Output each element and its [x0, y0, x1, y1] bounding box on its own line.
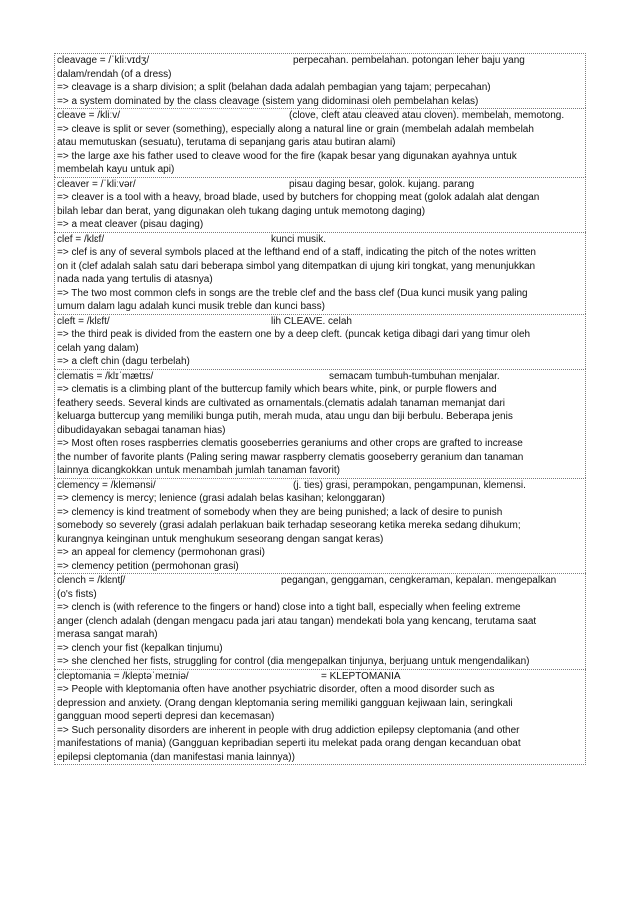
dictionary-entry [54, 232, 586, 314]
definition-line: => clematis is a climbing plant of the buttercup family which bears white, pink, or purple flowers and [57, 384, 497, 395]
definition-line: atau memutuskan (sesuatu), terutama di sepanjang garis atau butiran alami) [57, 137, 396, 148]
definition-line: depression and anxiety. (Orang dengan kleptomania sering memiliki gangguan kejiwaan lain, seringkali [57, 697, 513, 709]
entry-heading-row [57, 54, 583, 68]
headword: cleptomania = /kleptəˈmeɪniə/ [57, 670, 189, 682]
definition-line: epilepsi cleptomania (dan manifestasi mania lainnya)) [57, 751, 295, 763]
definition-line: nada nada yang tertulis di atasnya) [57, 274, 213, 285]
entry-heading-row [57, 574, 583, 588]
definition-line: => clemency is mercy; lenience (grasi adalah belas kasihan; kelonggaran) [57, 493, 385, 504]
definition-line: feathery seeds. Several kinds are cultivated as ornamentals.(clematis adalah tanaman memanjat dari [57, 397, 506, 409]
sense-translation: (clove, cleft atau cleaved atau cloven). membelah, memotong. [289, 110, 565, 121]
entry-heading-row [57, 370, 583, 384]
definition-line: => People with kleptomania often have another psychiatric disorder, often a mood disorder such as [57, 684, 495, 695]
sense-translation: pegangan, genggaman, cengkeraman, kepalan. mengepalkan [281, 575, 557, 586]
sense-translation: (j. ties) grasi, perampokan, pengampunan, klemensi. [293, 479, 526, 491]
entry-heading-row [57, 315, 583, 329]
definition-line: dalam/rendah (of a dress) [57, 68, 172, 80]
definition-line: => clemency is kind treatment of somebody when they are being punished; a lack of desire to punish [57, 506, 503, 518]
definition-line: => the third peak is divided from the eastern one by a deep cleft. (puncak ketiga dibagi dari yang timur oleh [57, 329, 531, 340]
dictionary-entry [54, 314, 586, 369]
definition-line: => The two most common clefs in songs are the treble clef and the bass clef (Dua kunci musik yang paling [57, 287, 528, 299]
headword: clemency = /klemənsi/ [57, 479, 156, 491]
definition-line: => she clenched her fists, struggling for control (dia mengepalkan tinjunya, berjuang untuk mengendalikan) [57, 656, 530, 667]
sense-translation: semacam tumbuh-tumbuhan menjalar. [329, 370, 500, 382]
headword: clematis = /klɪˈmætɪs/ [57, 370, 154, 382]
sense-translation: = KLEPTOMANIA [321, 670, 401, 682]
definition-line: => Such personality disorders are inherent in people with drug addiction epilepsy cleptomania (and other [57, 724, 520, 736]
headword: cleft = /klɛft/ [57, 315, 110, 327]
definition-line: keluarga buttercup yang memiliki bunga putih, merah muda, atau ungu dan biji berbulu. Beberapa jenis [57, 411, 513, 422]
sense-translation: pisau daging besar, golok. kujang. parang [289, 178, 475, 190]
definition-line: dibudidayakan sebagai tanaman hias) [57, 424, 226, 436]
definition-line: merasa sangat marah) [57, 629, 158, 640]
dictionary-entry [54, 573, 586, 669]
headword: cleave = /kliːv/ [57, 110, 121, 121]
dictionary-entry [54, 177, 586, 232]
definition-line: (o's fists) [57, 588, 97, 600]
definition-line: membelah kayu untuk api) [57, 164, 175, 175]
dictionary-table [54, 53, 586, 765]
entry-heading-row [57, 178, 583, 192]
definition-line: on it (clef adalah salah satu dari beberapa simbol yang ditempatkan di ujung kiri tongkat, yang menunjukkan [57, 260, 536, 272]
sense-translation: perpecahan. pembelahan. potongan leher baju yang [293, 55, 525, 66]
definition-line: => a cleft chin (dagu terbelah) [57, 356, 190, 367]
headword: cleavage = /ˈkliːvɪdʒ/ [57, 55, 150, 66]
definition-line: manifestations of mania) (Gangguan kepribadian seperti itu melekat pada orang dengan kecanduan obat [57, 738, 521, 749]
sense-translation: lih CLEAVE. celah [271, 315, 352, 327]
definition-line: => Most often roses raspberries clematis gooseberries geraniums and other crops are grafted to increase [57, 438, 523, 449]
definition-line: bilah lebar dan berat, yang digunakan oleh tukang daging untuk memotong daging) [57, 205, 426, 217]
definition-line: => the large axe his father used to cleave wood for the fire (kapak besar yang digunakan ayahnya untuk [57, 150, 517, 162]
definition-line: kurangnya keinginan untuk menghukum seseorang dengan sangat keras) [57, 533, 384, 545]
entry-heading-row [57, 233, 583, 247]
definition-line: => a system dominated by the class cleavage (sistem yang didominasi oleh pembelahan kelas) [57, 95, 479, 107]
definition-line: the number of favorite plants (Paling sering mawar raspberry clematis gooseberry geranium dan tanaman [57, 451, 524, 463]
headword: clef = /klɛf/ [57, 233, 105, 245]
definition-line: => clemency petition (permohonan grasi) [57, 560, 239, 572]
definition-line: lainnya dicangkokkan untuk menambah jumlah tanaman favorit) [57, 465, 340, 476]
headword: clench = /klɛntʃ/ [57, 575, 126, 586]
entry-heading-row [57, 109, 583, 123]
definition-line: => a meat cleaver (pisau daging) [57, 219, 204, 230]
definition-line: => cleaver is a tool with a heavy, broad blade, used by butchers for chopping meat (golok adalah alat dengan [57, 192, 540, 203]
definition-line: gangguan mood seperti depresi dan kecemasan) [57, 711, 275, 722]
definition-line: somebody so severely (grasi adalah perlakuan baik terhadap seseorang ketika mereka sedang dihukum; [57, 520, 521, 531]
dictionary-entry [54, 108, 586, 177]
definition-line: celah yang dalam) [57, 342, 139, 354]
sense-translation: kunci musik. [271, 233, 327, 245]
headword: cleaver = /ˈkliːvər/ [57, 178, 136, 190]
definition-line: anger (clench adalah (dengan mengacu pada jari atau tangan) mendekati bola yang kencang, terutama saat [57, 615, 537, 627]
entry-heading-row [57, 670, 583, 684]
definition-line: => cleavage is a sharp division; a split (belahan dada adalah pembagian yang tajam; perpecahan) [57, 82, 491, 93]
dictionary-entry [54, 669, 586, 766]
entry-heading-row [57, 479, 583, 493]
definition-line: => cleave is split or sever (something), especially along a natural line or grain (membelah adalah membelah [57, 123, 534, 135]
dictionary-entry [54, 53, 586, 108]
dictionary-entry [54, 369, 586, 478]
definition-line: => an appeal for clemency (permohonan grasi) [57, 547, 265, 558]
definition-line: => clef is any of several symbols placed at the lefthand end of a staff, indicating the pitch of the notes written [57, 247, 536, 258]
definition-line: => clench your fist (kepalkan tinjumu) [57, 642, 223, 654]
dictionary-entry [54, 478, 586, 574]
definition-line: => clench is (with reference to the fingers or hand) close into a tight ball, especially when feeling extreme [57, 602, 521, 613]
definition-line: umum dalam lagu adalah kunci musik treble dan kunci bass) [57, 301, 325, 312]
